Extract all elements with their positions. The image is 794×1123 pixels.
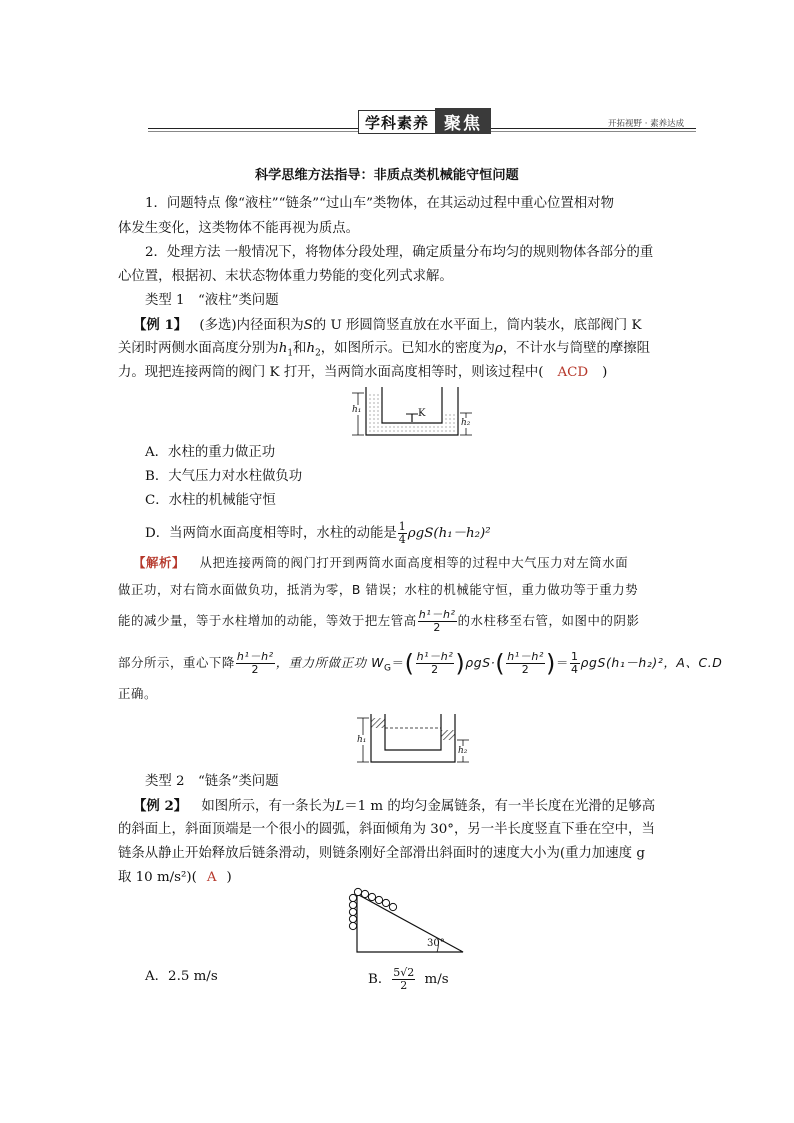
header-title-box [358,110,436,134]
option-c: C．水柱的机械能守恒 [145,493,276,508]
shaded-left [371,718,385,728]
point-2-line-1: 2．处理方法 一般情况下，将物体分段处理，确定质量分布均匀的规则物体各部分的重 [145,245,654,260]
angle-label: 30° [427,938,445,949]
point-2-line-2: 心位置，根据初、末状态物体重力势能的变化列式求解。 [118,269,453,284]
analysis-line-2: 做正功，对右筒水面做负功，抵消为零，B 错误；水柱的机械能守恒，重力做功等于重力势 [118,582,639,597]
analysis-line-5: 正确。 [118,686,157,701]
fig1-label-K: K [418,408,426,419]
option-d-fraction: $\frac{1}{4}$ [398,520,406,546]
fig2-label-h1: h₁ [357,735,367,745]
analysis-line-3: 能的减少量，等于水柱增加的动能，等效于把左管高 $\frac{\text{h¹－h²}}{2}$ 的水柱移至右管，如图中的阴影 [118,608,640,634]
example2-option-b: B． $\frac{5√2}{2}$ m/s [368,966,449,992]
header-tagline: 开拓视野 · 素养达成 [608,119,685,129]
example2-line-3: 链条从静止开始释放后链条滑动，则链条刚好全部滑出斜面时的速度大小为(重力加速度 g [118,846,645,861]
analysis-line-1: 【解析】 从把连接两筒的阀门打开到两筒水面高度相等的过程中大气压力对左筒水面 [133,555,629,570]
example1-line-3: 力。现把连接两筒的阀门 K 打开，当两筒水面高度相等时，则该过程中( ACD ) [118,365,608,380]
example1-label: 【例 1】 [133,317,188,333]
example2-line-1: 【例 2】 如图所示，有一条长为L＝1 m 的均匀金属链条，有一半长度在光滑的足够高 [133,798,656,814]
analysis-fraction-1: $\frac{\text{h¹－h²}}{2}$ [418,608,456,634]
option-a: A．水柱的重力做正功 [145,445,276,460]
header-bar [148,110,696,136]
type2-heading: 类型 2 “链条”类问题 [145,774,279,789]
option-b: B．大气压力对水柱做负功 [145,469,303,484]
u-tube-shaded-figure [352,712,474,770]
fig1-label-h2: h₂ [461,418,471,428]
header-badge: 聚焦 [444,113,482,134]
header-title: 学科素养 [364,113,429,132]
example1-answer: ACD [557,365,589,380]
example2-label: 【例 2】 [133,798,188,814]
section-title: 科学思维方法指导：非质点类机械能守恒问题 [255,168,519,183]
type1-heading: 类型 1 “液柱”类问题 [145,293,279,308]
fig1-label-h1: h₁ [352,405,362,415]
analysis-line-4: 部分所示，重心下降 $\frac{\text{h¹－h²}}{2}$ ，重力所做正功 $W_G=$( $\frac{\text{h¹－h²}}{2}$ )ρgS·( $\frac{\text{h¹－h²}}{2}$ )＝ $\frac{1}{4}$ ρgS(h₁－h₂)²，A、C.D [118,649,723,678]
u-tube-figure [348,385,478,441]
option-d: D．当两筒水面高度相等时，水柱的动能是 $\frac{1}{4}$ ρgS(h₁－h₂)² [145,520,491,546]
example2-line-2: 的斜面上，斜面顶端是一个很小的圆弧，斜面倾角为 30°，另一半长度竖直下垂在空中，当 [118,822,655,837]
point-1-line-2: 体发生变化，这类物体不能再视为质点。 [118,221,360,236]
example2-answer: A [206,870,217,885]
example1-line-1: 【例 1】 (多选)内径面积为S的 U 形圆筒竖直放在水平面上，筒内装水，底部阀门 K [133,317,642,333]
shaded-right [441,730,455,740]
example2-option-a: A．2.5 m/s [145,969,218,984]
analysis-label: 【解析】 [133,555,185,570]
incline-chain-figure [345,884,470,956]
example2-line-4: 取 10 m/s²)( A ) [118,870,232,885]
incline-triangle [357,894,463,952]
point-1-line-1: 1．问题特点 像“液柱”“链条”“过山车”类物体，在其运动过程中重心位置相对物 [145,196,614,211]
fig2-label-h2: h₂ [458,746,468,756]
option-b-fraction: $\frac{5√2}{2}$ [393,966,415,992]
header-badge-box [435,108,491,134]
example1-line-2: 关闭时两侧水面高度分别为$h_1$和$h_2$，如图所示。已知水的密度为ρ，不计水与筒壁的摩擦阻 [118,341,651,359]
